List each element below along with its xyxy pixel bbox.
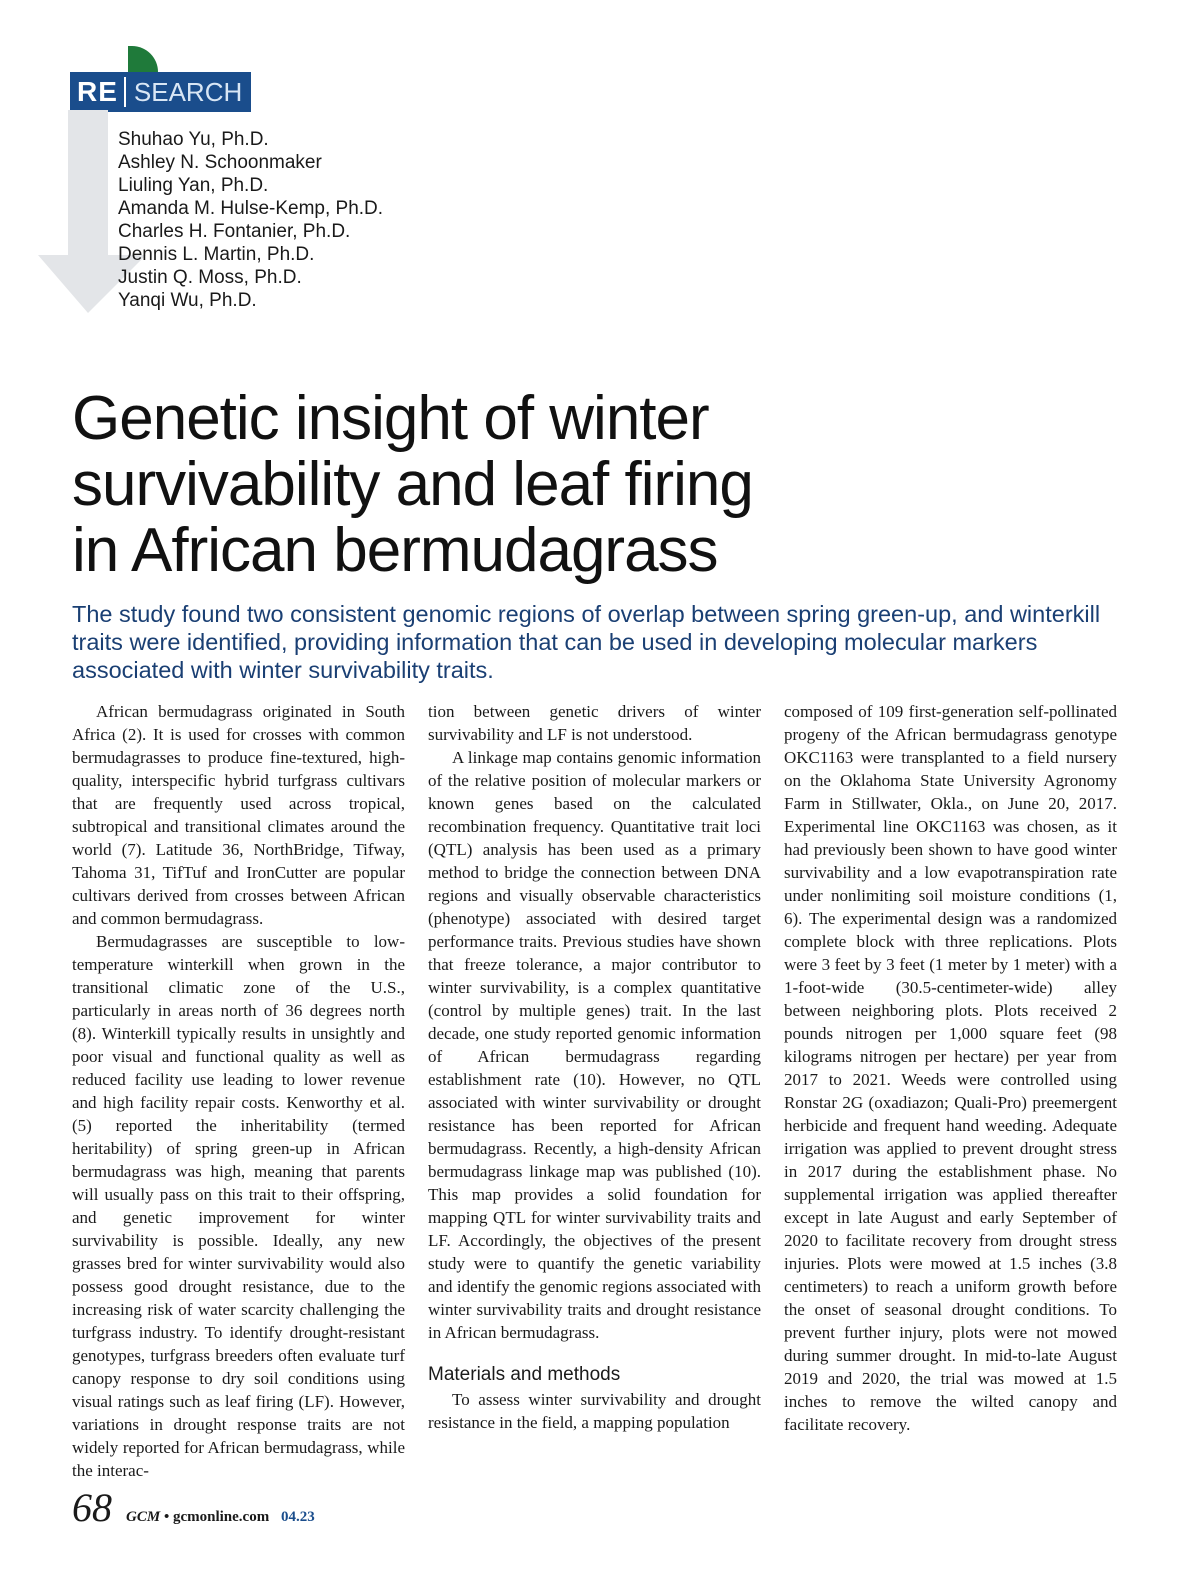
author-name: Charles H. Fontanier, Ph.D.: [118, 221, 351, 242]
badge-re: RE: [71, 73, 124, 111]
author-list: [118, 128, 383, 312]
title-line: in African bermudagrass: [72, 516, 718, 585]
research-badge: [70, 72, 251, 112]
website-link[interactable]: gcmonline.com: [172, 1509, 270, 1525]
body-paragraph: Bermudagrasses are susceptible to low-temperature winterkill when grown in the transitional climatic zone of the U.S., particularly in areas north of 36 degrees north (8). Winterkill typically results in unsightly and poor visual and functional quality as well as reduced facility use leading to lower revenue and high facility repair costs. Kenworthy et al. (5) reported the inheritability (termed heritability) of spring green-up in African bermudagrass was high, meaning that parents will usually pass on this trait to their offspring, and genetic improvement for winter survivability is possible. Ideally, any new grasses bred for winter survivability would also possess good drought resistance, due to the increasing risk of water scarcity challenging the turfgrass industry. To identify drought-resistant genotypes, turfgrass breeders often evaluate turf canopy response to dry soil conditions using visual ratings such as leaf firing (LF). However, variations in drought response traits are not widely reported for African bermudagrass, while the interac-: [72, 932, 405, 1480]
author-name: Shuhao Yu, Ph.D.: [118, 129, 269, 150]
body-paragraph: composed of 109 first-generation self-pollinated progeny of the African bermudagrass genotype OKC1163 were transplanted to a field nursery on the Oklahoma State University Agronomy Farm in Stillwater, Okla., on June 20, 2017. Experimental line OKC1163 was chosen, as it had previously been shown to have good winter survivability and a low evapotranspiration rate under nonlimiting soil moisture conditions (1, 6). The experimental design was a randomized complete block with three replications. Plots were 3 feet by 3 feet (1 meter by 1 meter) with a 1-foot-wide (30.5-centimeter-wide) alley between neighboring plots. Plots received 2 pounds nitrogen per 1,000 square feet (98 kilograms nitrogen per hectare) per year from 2017 to 2021. Weeds were controlled using Ronstar 2G (oxadiazon; Quali-Pro) preemergent herbicide and frequent hand weeding. Adequate irrigation was applied to prevent drought stress in 2017 during the establishment phase. No supplemental irrigation was applied thereafter except in late August and early September of 2020 to facilitate recovery from drought stress injuries. Plots were mowed at 1.5 inches (3.8 centimeters) to reach a uniform growth before the onset of seasonal drought conditions. To prevent further injury, plots were not mowed during summer drought. In mid-to-late August 2019 and 2020, the trial was mowed at 1.5 inches to remove the wilted canopy and facilitate recovery.: [784, 702, 1117, 1434]
body-paragraph: To assess winter survivability and drought resistance in the field, a mapping population: [428, 1390, 761, 1432]
page-footer: [72, 1485, 315, 1530]
author-name: Liuling Yan, Ph.D.: [118, 175, 269, 196]
column-2: [428, 700, 761, 1434]
body-paragraph: tion between genetic drivers of winter survivability and LF is not understood.: [428, 702, 761, 744]
article-title: [72, 386, 1152, 584]
author-name: Dennis L. Martin, Ph.D.: [118, 244, 315, 265]
body-paragraph: African bermudagrass originated in South Africa (2). It is used for crosses with common bermudagrasses to produce fine-textured, high-quality, interspecific hybrid turfgrass cultivars that are frequently used across tropical, subtropical and transitional climates around the world (7). Latitude 36, NorthBridge, Tifway, Tahoma 31, TifTuf and IronCutter are popular cultivars derived from crosses between African and common bermudagrass.: [72, 702, 405, 928]
author-name: Yanqi Wu, Ph.D.: [118, 290, 257, 311]
footer-bullet: •: [163, 1509, 170, 1525]
author-name: Justin Q. Moss, Ph.D.: [118, 267, 302, 288]
article-dek: The study found two consistent genomic regions of overlap between spring green-up, and winterkill traits were identified, providing information that can be used in developing molecular markers associated with winter survivability traits.: [72, 601, 1101, 683]
column-3: [784, 700, 1117, 1436]
leaf-icon: [128, 46, 158, 72]
title-line: Genetic insight of winter: [72, 384, 709, 453]
page-number: 68: [72, 1485, 112, 1530]
badge-search: SEARCH: [126, 73, 250, 111]
section-heading: Materials and methods: [428, 1364, 621, 1385]
title-line: survivability and leaf firing: [72, 450, 753, 519]
body-paragraph: A linkage map contains genomic information of the relative position of molecular markers or known genes based on the calculated recombination frequency. Quantitative trait loci (QTL) analysis has been used as a primary method to bridge the connection between DNA regions and visually observable characteristics (phenotype) associated with desired target performance traits. Previous studies have shown that freeze tolerance, a major contributor to winter survivability, is a complex quantitative (control by multiple genes) trait. In the last decade, one study reported genomic information of African bermudagrass regarding establishment rate (10). However, no QTL associated with winter survivability or drought resistance has been reported for African bermudagrass. Recently, a high-density African bermudagrass linkage map was published (10). This map provides a solid foundation for mapping QTL for winter survivability traits and LF. Accordingly, the objectives of the present study were to quantify the genetic variability and identify the genomic regions associated with winter survivability traits and drought resistance in African bermudagrass.: [428, 748, 761, 1342]
issue-date: 04.23: [280, 1509, 315, 1525]
magazine-name: GCM: [126, 1509, 161, 1525]
author-name: Ashley N. Schoonmaker: [118, 152, 322, 173]
author-name: Amanda M. Hulse-Kemp, Ph.D.: [118, 198, 384, 219]
column-1: [72, 700, 405, 1482]
footer-credit: [126, 1509, 315, 1526]
